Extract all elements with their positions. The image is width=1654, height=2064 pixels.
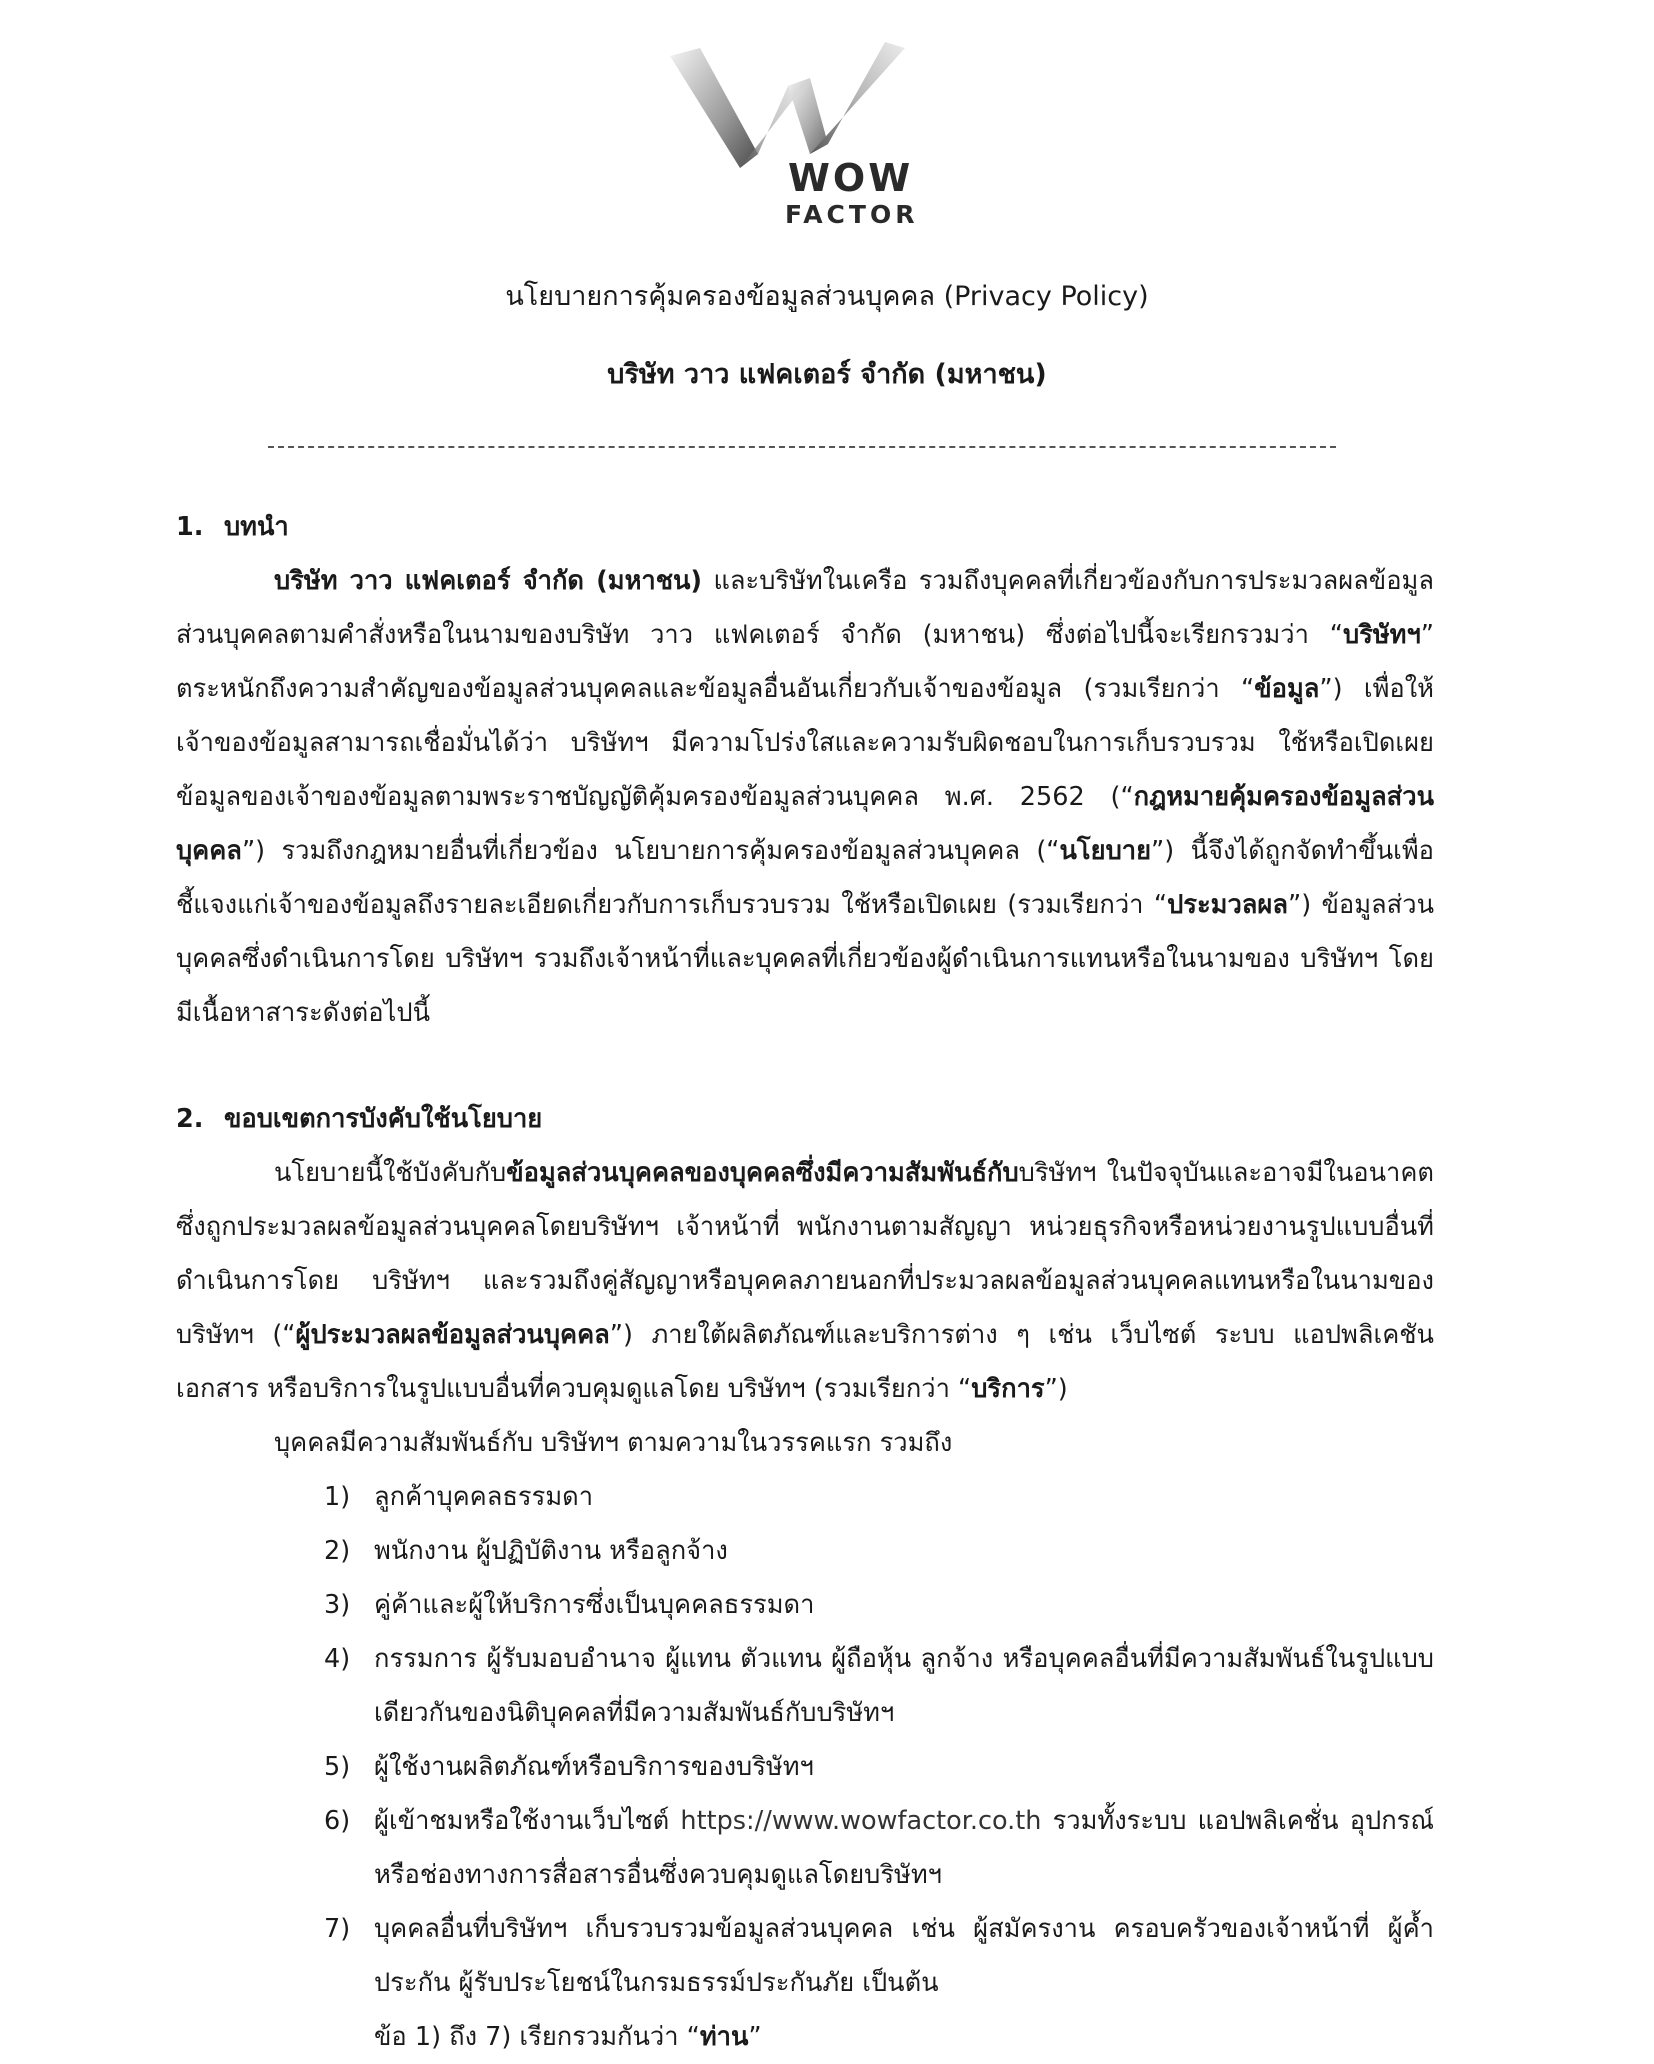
list-item: 6) ผู้เข้าชมหรือใช้งานเว็บไซต์ https://www.wowfactor.co.th รวมทั้งระบบ แอปพลิเคชั่น อุปกรณ์ หรือช่องทางการสื่อสารอื่นซึ่งควบคุมดูแลโดยบริษัทฯ	[324, 1806, 1434, 1890]
website-link[interactable]: https://www.wowfactor.co.th	[680, 1806, 1042, 1836]
company-name: บริษัท วาว แฟคเตอร์ จำกัด (มหาชน)	[607, 359, 1047, 390]
list-item: 7) บุคคลอื่นที่บริษัทฯ เก็บรวบรวมข้อมูลส่วนบุคคล เช่น ผู้สมัครงาน ครอบครัวของเจ้าหน้าที่ ผู้ค้ำประกัน ผู้รับประโยชน์ในกรมธรรม์ประกันภัย เป็นต้น	[324, 1914, 1434, 1998]
document-body	[176, 500, 1434, 2064]
list-item: 5) ผู้ใช้งานผลิตภัณฑ์หรือบริการของบริษัทฯ	[324, 1752, 814, 1782]
section-2-paragraph: นโยบายนี้ใช้บังคับกับข้อมูลส่วนบุคคลของบุคคลซึ่งมีความสัมพันธ์กับบริษัทฯ ในปัจจุบันและอาจมีในอนาคต ซึ่งถูกประมวลผลข้อมูลส่วนบุคคลโดยบริษัทฯ เจ้าหน้าที่ พนักงานตามสัญญา หน่วยธุรกิจหรือหน่วยงานรูปแบบอื่นที่ดำเนินการโดย บริษัทฯ และรวมถึงคู่สัญญาหรือบุคคลภายนอกที่ประมวลผลข้อมูลส่วนบุคคลแทนหรือในนามของ บริษัทฯ (“ผู้ประมวลผลข้อมูลส่วนบุคคล”) ภายใต้ผลิตภัณฑ์และบริการต่าง ๆ เช่น เว็บไซต์ ระบบ แอปพลิเคชัน เอกสาร หรือบริการในรูปแบบอื่นที่ควบคุมดูแลโดย บริษัทฯ (รวมเรียกว่า “บริการ”)	[176, 1158, 1434, 1404]
list-item: 2) พนักงาน ผู้ปฏิบัติงาน หรือลูกจ้าง	[324, 1536, 728, 1566]
logo-wordmark-wow: WOW	[788, 156, 914, 200]
list-summary: ข้อ 1) ถึง 7) เรียกรวมกันว่า “ท่าน”	[374, 2022, 762, 2052]
list-intro: บุคคลมีความสัมพันธ์กับ บริษัทฯ ตามความในวรรคแรก รวมถึง	[274, 1428, 953, 1458]
section-1-heading: 1. บทนำ	[176, 512, 289, 542]
logo-wordmark-factor: FACTOR	[785, 200, 919, 229]
list-item: 4) กรรมการ ผู้รับมอบอำนาจ ผู้แทน ตัวแทน ผู้ถือหุ้น ลูกจ้าง หรือบุคคลอื่นที่มีความสัมพันธ์ในรูปแบบเดียวกันของนิติบุคคลที่มีความสัมพันธ์กับบริษัทฯ	[324, 1644, 1434, 1728]
list-item: 3) คู่ค้าและผู้ให้บริการซึ่งเป็นบุคคลธรรมดา	[324, 1590, 815, 1620]
list-item: 1) ลูกค้าบุคคลธรรมดา	[324, 1482, 594, 1512]
section-2-heading: 2. ขอบเขตการบังคับใช้นโยบาย	[176, 1104, 543, 1134]
dashed-divider	[268, 446, 1336, 448]
document-title: นโยบายการคุ้มครองข้อมูลส่วนบุคคล (Privacy Policy)	[505, 281, 1149, 312]
related-persons-list	[176, 1470, 1434, 2010]
section-1-paragraph: บริษัท วาว แฟคเตอร์ จำกัด (มหาชน) และบริษัทในเครือ รวมถึงบุคคลที่เกี่ยวข้องกับการประมวลผลข้อมูลส่วนบุคคลตามคำสั่งหรือในนามของบริษัท วาว แฟคเตอร์ จำกัด (มหาชน) ซึ่งต่อไปนี้จะเรียกรวมว่า “บริษัทฯ” ตระหนักถึงความสำคัญของข้อมูลส่วนบุคคลและข้อมูลอื่นอันเกี่ยวกับเจ้าของข้อมูล (รวมเรียกว่า “ข้อมูล”) เพื่อให้เจ้าของข้อมูลสามารถเชื่อมั่นได้ว่า บริษัทฯ มีความโปร่งใสและความรับผิดชอบในการเก็บรวบรวม ใช้หรือเปิดเผยข้อมูลของเจ้าของข้อมูลตามพระราชบัญญัติคุ้มครองข้อมูลส่วนบุคคล พ.ศ. 2562 (“กฎหมายคุ้มครองข้อมูลส่วนบุคคล”) รวมถึงกฎหมายอื่นที่เกี่ยวข้อง นโยบายการคุ้มครองข้อมูลส่วนบุคคล (“นโยบาย”) นี้จึงได้ถูกจัดทำขึ้นเพื่อชี้แจงแก่เจ้าของข้อมูลถึงรายละเอียดเกี่ยวกับการเก็บรวบรวม ใช้หรือเปิดเผย (รวมเรียกว่า “ประมวลผล”) ข้อมูลส่วนบุคคลซึ่งดำเนินการโดย บริษัทฯ รวมถึงเจ้าหน้าที่และบุคคลที่เกี่ยวข้องผู้ดำเนินการแทนหรือในนามของ บริษัทฯ โดยมีเนื้อหาสาระดังต่อไปนี้	[176, 566, 1434, 1028]
